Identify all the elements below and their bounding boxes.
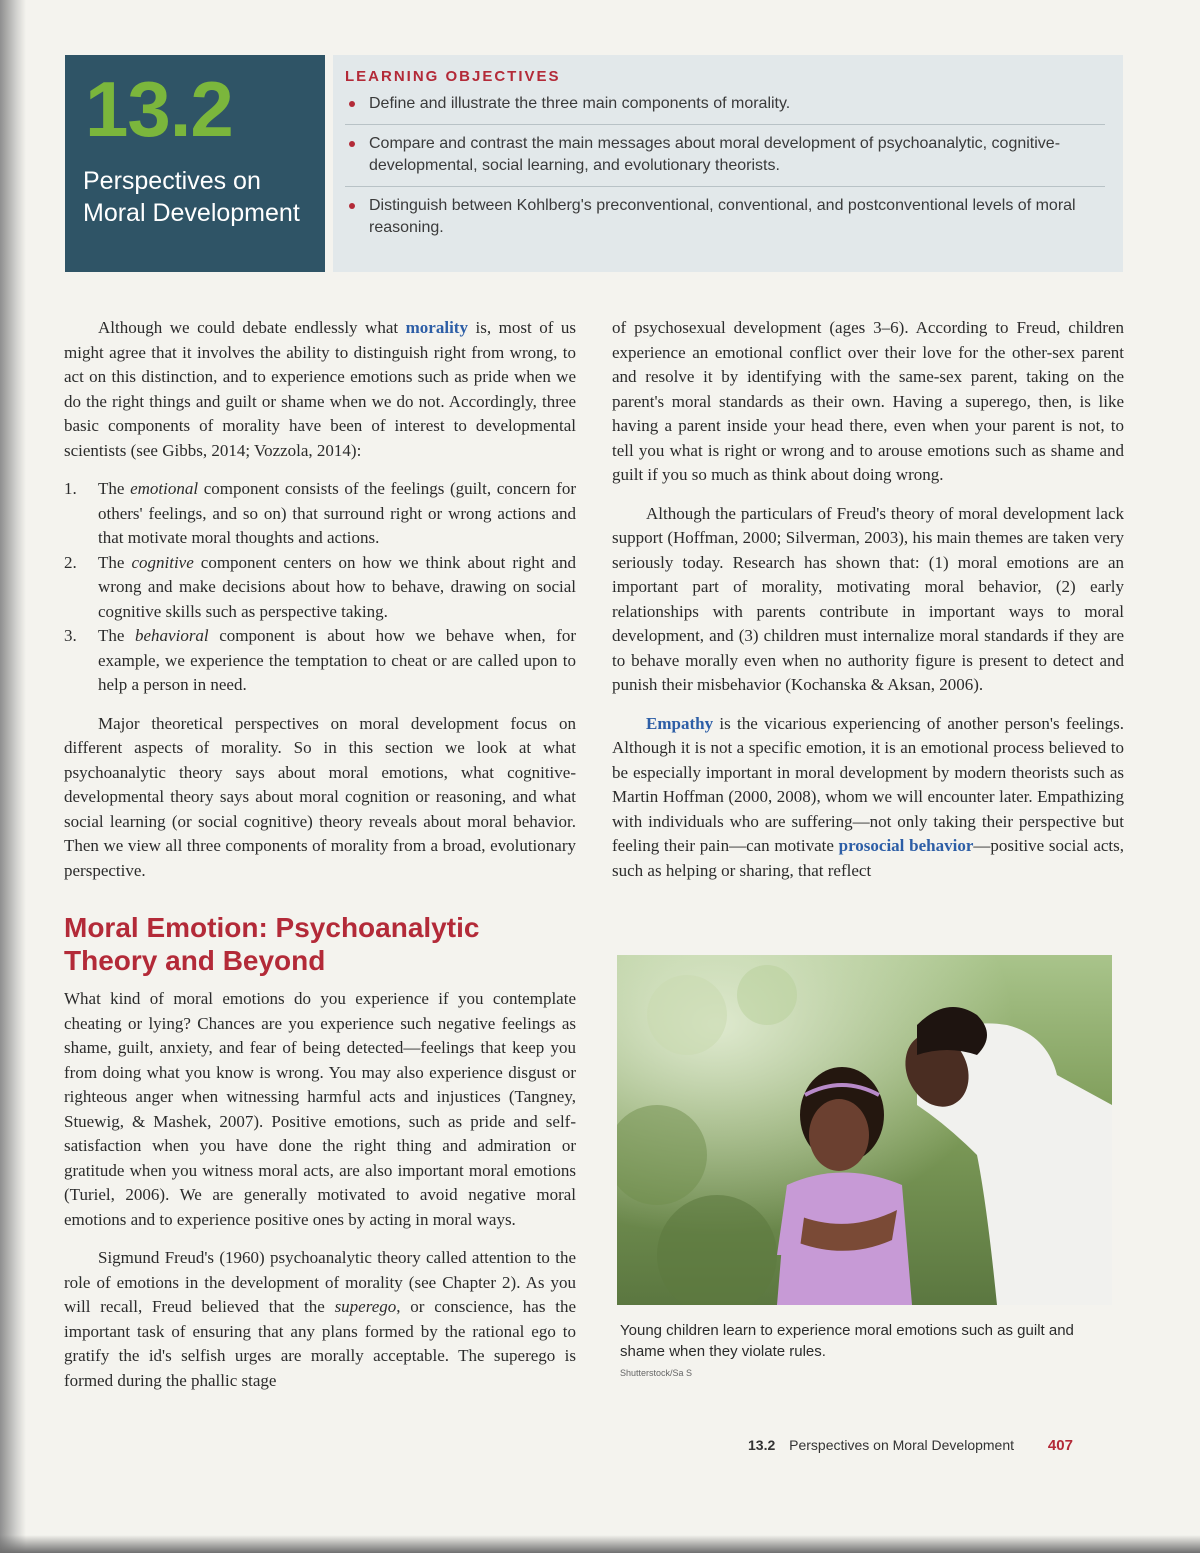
component-text: component is about how we behave when, for example, we experience the temptation to cheat or are called upon to help a person in need. [98,626,576,694]
section-title: Perspectives on Moral Development [83,167,300,227]
component-text: The [98,479,131,498]
bullet-icon [349,101,355,107]
learning-objectives-heading: LEARNING OBJECTIVES [345,68,561,85]
empathy-text-end: —positive social acts, such as helping or sharing, that reflect [612,836,1124,880]
learning-objectives-list [345,93,1105,256]
component-text: component centers on how we think about right and wrong and make decisions about how to behave, drawing on social cognitive skills such as perspective taking. [98,552,577,621]
component-emphasis: emotional [130,479,199,498]
component-text: The [98,552,132,572]
child-face [809,1099,869,1171]
freud-text-end: , or conscience, has the important task of ensuring that any plans formed by the rational ego to gratify the id's selfish urges are morally acceptable. The superego is formed during the phallic stage [64,1297,576,1390]
superego-emphasis: superego [334,1297,397,1316]
components-list [64,477,576,698]
page-edge-shadow [0,1535,1200,1553]
component-text: component consists of the feelings (guilt, concern for others' feelings, and so on) that surround right or wrong actions and that motivate moral thoughts and actions. [98,479,576,547]
objective-item [345,195,1105,248]
bullet-icon [349,203,355,209]
intro-text-start: Although we could debate endlessly what [98,318,406,337]
list-number: 1. [64,479,77,498]
empathy-paragraph [612,712,1124,884]
photo-credit: Shutterstock/Sa S [620,1368,693,1378]
component-emphasis: cognitive [131,552,194,572]
key-term-empathy[interactable]: Empathy [646,713,714,733]
component-item-behavioral [64,624,576,698]
photo-illustration [617,955,1112,1305]
footer-section-number: 13.2 [748,1437,776,1453]
learning-objectives-box [333,55,1123,272]
key-term-morality[interactable]: morality [405,318,468,337]
key-term-prosocial-behavior[interactable]: prosocial behavior [838,836,974,855]
figure-caption: Young children learn to experience moral emotions such as guilt and shame when they violate rules. [620,1322,1074,1360]
page-number: 407 [1047,1437,1073,1454]
objective-item [345,93,1105,125]
objective-text: Define and illustrate the three main components of morality. [369,95,791,112]
perspectives-paragraph: Major theoretical perspectives on moral development focus on different aspects of morality. So in this section we look at what psychoanalytic theory says about moral emotions, what cognitive-developmental theory says about moral cognition or reasoning, and what social learning (or social cognitive) theory reveals about moral behavior. Then we view all three components of morality from a broad, evolutionary perspective. [64,713,576,880]
component-item-emotional [64,477,576,551]
list-number: 3. [64,626,77,645]
freud-paragraph [64,1246,576,1393]
moral-emotions-paragraph: What kind of moral emotions do you experience if you contemplate cheating or lying? Chances are you experience such negative feelings as shame, guilt, anxiety, and fear of being detected—feelings that keep you from doing what you know is wrong. You may also experience disgust or righteous anger when witnessing harmful acts and injustices (Tangney, Stuewig, & Mashek, 2007). Positive emotions, such as pride and self-satisfaction when you have done the right thing and admiration or gratitude when you witness moral acts, are also important moral emotions (Turiel, 2006). We are generally motivated to avoid negative moral emotions and to experience positive ones by acting in moral ways. [64,989,576,1229]
objective-text: Distinguish between Kohlberg's preconventional, conventional, and postconventional levels of moral reasoning. [369,197,1076,236]
bullet-icon [349,141,355,147]
right-column [612,316,1124,883]
list-number: 2. [64,552,77,572]
binding-shadow [0,0,26,1553]
component-emphasis: behavioral [135,626,209,645]
section-header-box [65,55,325,272]
section-number: 13.2 [85,65,233,153]
freud-text-start: Sigmund Freud's (1960) psychoanalytic theory called attention to the role of emotions in the development of morality (see Chapter 2). As you will recall, Freud believed that the [64,1248,576,1316]
section-heading: Moral Emotion: Psychoanalytic Theory and Beyond [64,912,480,976]
research-paragraph: Although the particulars of Freud's theory of moral development lack support (Hoffman, 2000; Silverman, 2003), his main themes are taken very seriously today. Research has shown that: (1) moral emotions are an important part of morality, motivating moral behavior, (2) early relationships with parents contribute in important ways to moral development, and (3) children must internalize moral standards if they are to behave morally even when no authority figure is present to detect and punish their misbehavior (Kochanska & Aksan, 2006). [612,503,1124,694]
component-item-cognitive [64,551,576,625]
psychosexual-paragraph: of psychosexual development (ages 3–6). According to Freud, children experience an emotional conflict over their love for the other-sex parent and resolve it by identifying with the same-sex parent, taking on the parent's moral standards as their own. Having a superego, then, is like having a parent inside your head there, even when your parent is not, to tell you what is right or wrong and to arouse emotions such as shame and guilt if you so much as think about doing wrong. [612,318,1124,484]
figure-photo [617,955,1112,1305]
component-text: The [98,626,135,645]
page-footer [748,1437,1073,1454]
footer-section-title: Perspectives on Moral Development [789,1437,1015,1453]
empathy-text: is the vicarious experiencing of another person's feelings. Although it is not a specific emotion, it is an emotional process believed to be especially important in moral development by modern theorists such as Martin Hoffman (2000, 2008), whom we will encounter later. Empathizing with individuals who are suffering—not only taking their perspective but feeling their pain—can motivate [612,713,1124,855]
objective-text: Compare and contrast the main messages about moral development of psychoanalytic, cognitive-developmental, social learning, and evolutionary theorists. [369,135,1061,174]
intro-text-end: is, most of us might agree that it involves the ability to distinguish right from wrong, to act on this distinction, and to experience emotions such as pride when we do the right things and guilt or shame when we do not. Accordingly, three basic components of morality have been of interest to developmental scientists (see Gibbs, 2014; Vozzola, 2014): [64,318,576,460]
intro-paragraph [64,316,576,463]
objective-item [345,133,1105,187]
left-column [64,316,576,1393]
